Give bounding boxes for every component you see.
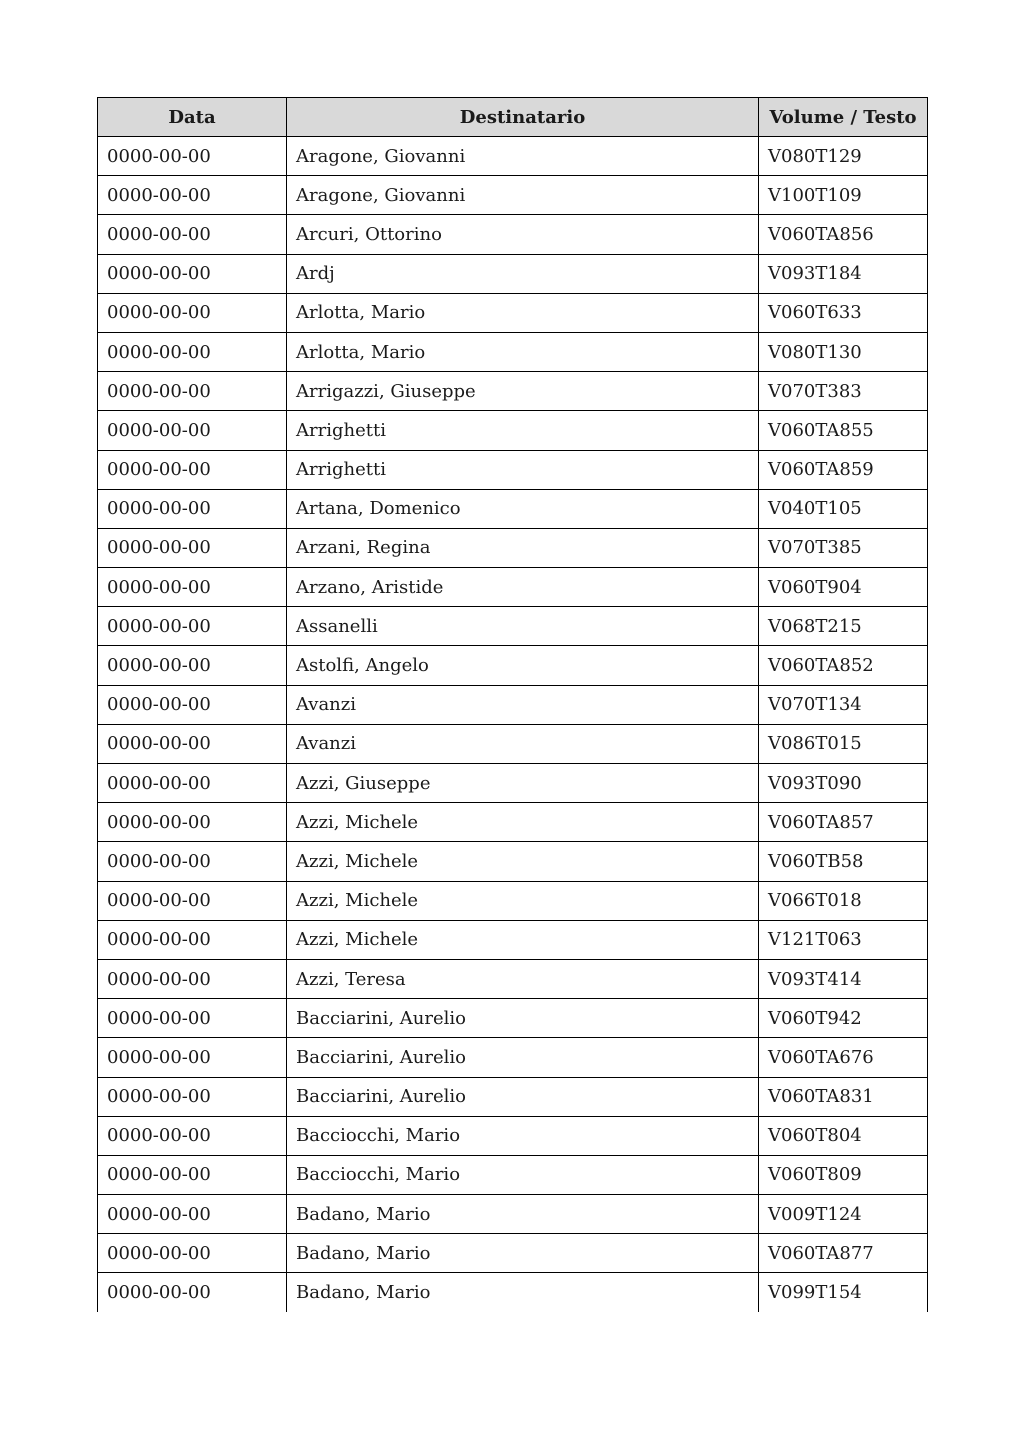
cell-volume: V068T215: [759, 607, 928, 646]
cell-recipient: Avanzi: [287, 685, 759, 724]
table-row: [98, 646, 928, 685]
table-row: [98, 842, 928, 881]
cell-recipient: Avanzi: [287, 724, 759, 763]
cell-volume: V040T105: [759, 489, 928, 528]
cell-date: 0000-00-00: [98, 646, 287, 685]
cell-volume: V060T633: [759, 293, 928, 332]
cell-volume: V060TA859: [759, 450, 928, 489]
cell-date: 0000-00-00: [98, 724, 287, 763]
cell-recipient: Arrighetti: [287, 450, 759, 489]
cell-date: 0000-00-00: [98, 1038, 287, 1077]
table-row: [98, 489, 928, 528]
cell-recipient: Bacciarini, Aurelio: [287, 1038, 759, 1077]
cell-recipient: Arzano, Aristide: [287, 568, 759, 607]
cell-date: 0000-00-00: [98, 137, 287, 176]
table-row: [98, 137, 928, 176]
cell-volume: V009T124: [759, 1195, 928, 1234]
cell-volume: V070T383: [759, 372, 928, 411]
table-row: [98, 1077, 928, 1116]
cell-recipient: Bacciocchi, Mario: [287, 1116, 759, 1155]
cell-date: 0000-00-00: [98, 803, 287, 842]
table-row: [98, 959, 928, 998]
cell-recipient: Azzi, Giuseppe: [287, 764, 759, 803]
cell-recipient: Arrigazzi, Giuseppe: [287, 372, 759, 411]
cell-date: 0000-00-00: [98, 685, 287, 724]
cell-volume: V060T942: [759, 999, 928, 1038]
cell-volume: V080T130: [759, 332, 928, 371]
cell-date: 0000-00-00: [98, 332, 287, 371]
cell-volume: V060TA877: [759, 1234, 928, 1273]
cell-date: 0000-00-00: [98, 176, 287, 215]
cell-volume: V060T809: [759, 1155, 928, 1194]
table-row: [98, 764, 928, 803]
cell-volume: V060TA852: [759, 646, 928, 685]
cell-volume: V060TA831: [759, 1077, 928, 1116]
cell-date: 0000-00-00: [98, 999, 287, 1038]
cell-volume: V070T385: [759, 528, 928, 567]
cell-date: 0000-00-00: [98, 764, 287, 803]
table-row: [98, 372, 928, 411]
cell-recipient: Aragone, Giovanni: [287, 137, 759, 176]
cell-recipient: Assanelli: [287, 607, 759, 646]
cell-recipient: Badano, Mario: [287, 1234, 759, 1273]
table-row: [98, 920, 928, 959]
column-header-recipient: Destinatario: [287, 98, 759, 137]
table-row: [98, 332, 928, 371]
table-row: [98, 1116, 928, 1155]
cell-recipient: Arlotta, Mario: [287, 332, 759, 371]
cell-recipient: Arlotta, Mario: [287, 293, 759, 332]
cell-volume: V093T414: [759, 959, 928, 998]
cell-date: 0000-00-00: [98, 959, 287, 998]
cell-recipient: Badano, Mario: [287, 1195, 759, 1234]
cell-date: 0000-00-00: [98, 1116, 287, 1155]
cell-recipient: Arcuri, Ottorino: [287, 215, 759, 254]
cell-recipient: Arzani, Regina: [287, 528, 759, 567]
table-row: [98, 176, 928, 215]
cell-date: 0000-00-00: [98, 450, 287, 489]
cell-date: 0000-00-00: [98, 411, 287, 450]
table-row: [98, 803, 928, 842]
cell-recipient: Bacciarini, Aurelio: [287, 1077, 759, 1116]
table-row: [98, 254, 928, 293]
cell-volume: V070T134: [759, 685, 928, 724]
cell-volume: V093T090: [759, 764, 928, 803]
cell-recipient: Badano, Mario: [287, 1273, 759, 1312]
table-row: [98, 1273, 928, 1312]
cell-date: 0000-00-00: [98, 489, 287, 528]
cell-volume: V060TB58: [759, 842, 928, 881]
cell-volume: V060TA855: [759, 411, 928, 450]
table-row: [98, 881, 928, 920]
table-header-row: [98, 98, 928, 137]
cell-volume: V086T015: [759, 724, 928, 763]
cell-date: 0000-00-00: [98, 1155, 287, 1194]
table-row: [98, 1038, 928, 1077]
cell-date: 0000-00-00: [98, 1234, 287, 1273]
cell-date: 0000-00-00: [98, 215, 287, 254]
cell-volume: V121T063: [759, 920, 928, 959]
table-row: [98, 685, 928, 724]
records-table: [97, 97, 928, 1312]
column-header-date: Data: [98, 98, 287, 137]
cell-volume: V060TA676: [759, 1038, 928, 1077]
cell-date: 0000-00-00: [98, 568, 287, 607]
cell-date: 0000-00-00: [98, 842, 287, 881]
cell-volume: V060T804: [759, 1116, 928, 1155]
cell-volume: V100T109: [759, 176, 928, 215]
cell-date: 0000-00-00: [98, 293, 287, 332]
cell-recipient: Aragone, Giovanni: [287, 176, 759, 215]
cell-recipient: Astolfi, Angelo: [287, 646, 759, 685]
cell-recipient: Azzi, Michele: [287, 920, 759, 959]
cell-recipient: Bacciarini, Aurelio: [287, 999, 759, 1038]
cell-volume: V093T184: [759, 254, 928, 293]
cell-date: 0000-00-00: [98, 607, 287, 646]
cell-recipient: Bacciocchi, Mario: [287, 1155, 759, 1194]
cell-date: 0000-00-00: [98, 1195, 287, 1234]
cell-recipient: Azzi, Michele: [287, 803, 759, 842]
table-row: [98, 215, 928, 254]
cell-volume: V060TA856: [759, 215, 928, 254]
cell-recipient: Arrighetti: [287, 411, 759, 450]
table-row: [98, 1234, 928, 1273]
cell-volume: V066T018: [759, 881, 928, 920]
table-row: [98, 528, 928, 567]
cell-date: 0000-00-00: [98, 1077, 287, 1116]
table-row: [98, 568, 928, 607]
cell-volume: V080T129: [759, 137, 928, 176]
cell-date: 0000-00-00: [98, 1273, 287, 1312]
cell-recipient: Azzi, Michele: [287, 881, 759, 920]
table-row: [98, 607, 928, 646]
table-row: [98, 1195, 928, 1234]
cell-date: 0000-00-00: [98, 881, 287, 920]
table-row: [98, 293, 928, 332]
cell-date: 0000-00-00: [98, 528, 287, 567]
cell-volume: V060TA857: [759, 803, 928, 842]
cell-volume: V060T904: [759, 568, 928, 607]
cell-recipient: Ardj: [287, 254, 759, 293]
cell-date: 0000-00-00: [98, 254, 287, 293]
cell-recipient: Azzi, Michele: [287, 842, 759, 881]
table-row: [98, 411, 928, 450]
column-header-volume: Volume / Testo: [759, 98, 928, 137]
cell-volume: V099T154: [759, 1273, 928, 1312]
table-row: [98, 1155, 928, 1194]
table-row: [98, 724, 928, 763]
table-body: [98, 137, 928, 1313]
cell-date: 0000-00-00: [98, 372, 287, 411]
table-row: [98, 450, 928, 489]
cell-recipient: Artana, Domenico: [287, 489, 759, 528]
cell-date: 0000-00-00: [98, 920, 287, 959]
table-row: [98, 999, 928, 1038]
cell-recipient: Azzi, Teresa: [287, 959, 759, 998]
